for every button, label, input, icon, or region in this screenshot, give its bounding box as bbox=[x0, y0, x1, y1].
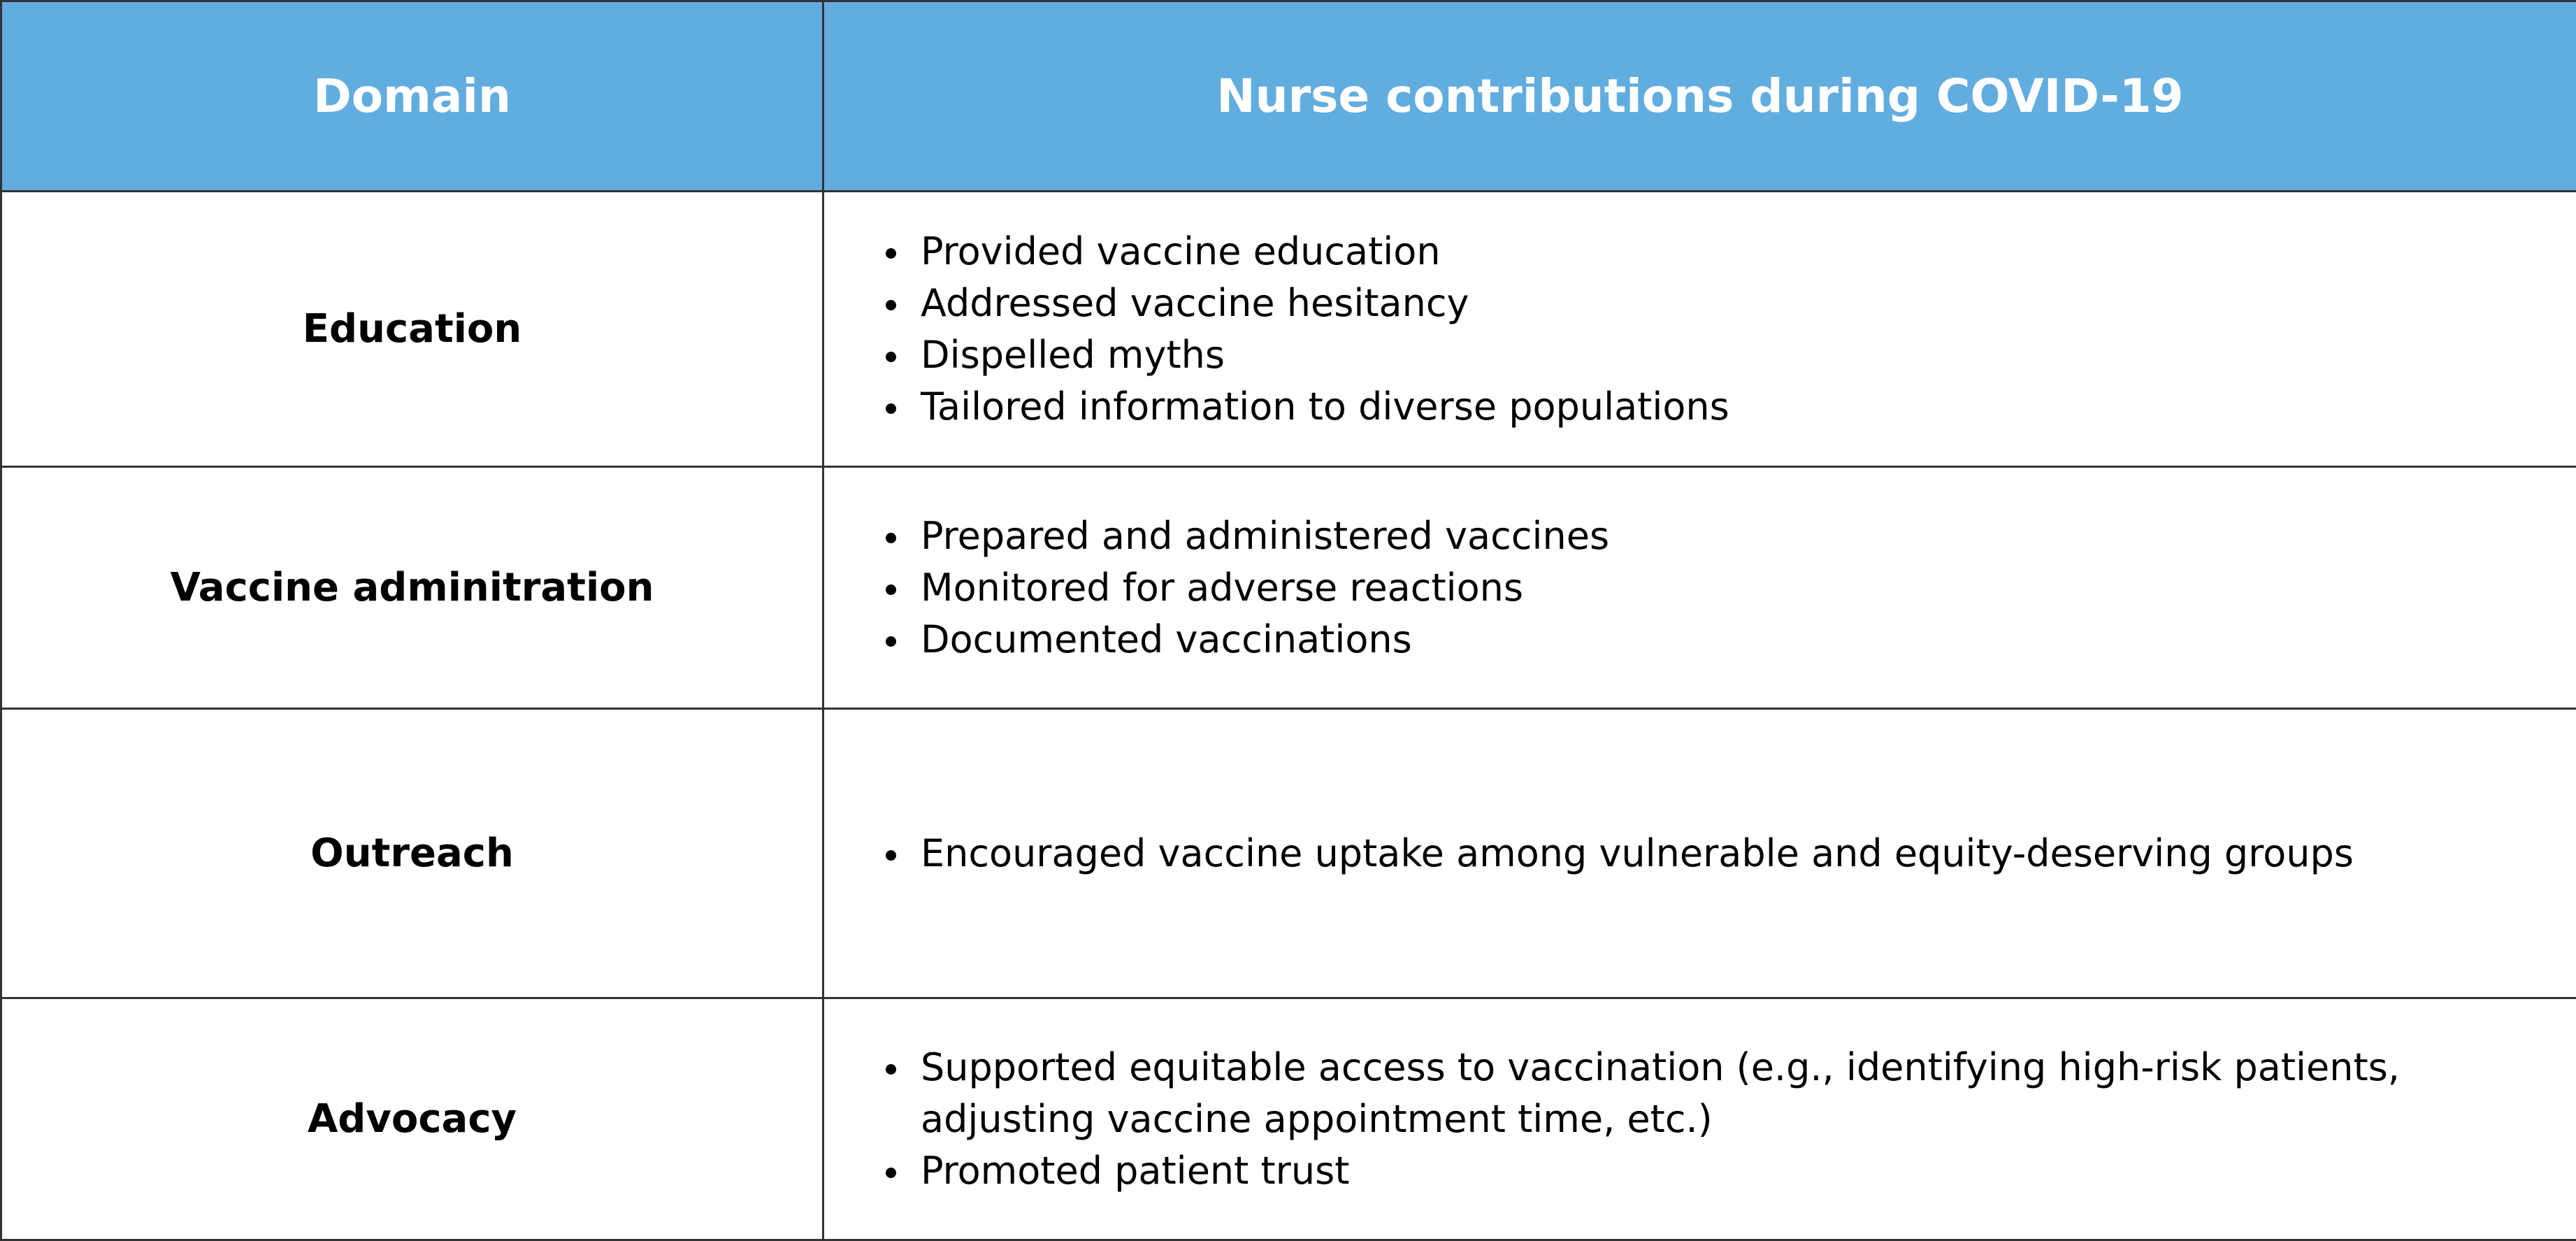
contributions-cell-outreach bbox=[823, 709, 2576, 998]
domain-cell-vaccine-administration: Vaccine adminitration bbox=[1, 467, 823, 709]
contribution-list bbox=[886, 510, 2548, 666]
list-item: Promoted patient trust bbox=[886, 1145, 2548, 1197]
list-item: Monitored for adverse reactions bbox=[886, 562, 2548, 614]
header-domain: Domain bbox=[1, 1, 823, 192]
contributions-cell-education bbox=[823, 192, 2576, 467]
table-row bbox=[1, 998, 2576, 1240]
table-row bbox=[1, 709, 2576, 998]
contribution-list bbox=[886, 1042, 2548, 1197]
domain-cell-outreach: Outreach bbox=[1, 709, 823, 998]
contributions-cell-advocacy bbox=[823, 998, 2576, 1240]
list-item: Provided vaccine education bbox=[886, 226, 2548, 278]
header-contributions: Nurse contributions during COVID-19 bbox=[823, 1, 2576, 192]
domain-cell-advocacy: Advocacy bbox=[1, 998, 823, 1240]
table-row bbox=[1, 192, 2576, 467]
list-item: Documented vaccinations bbox=[886, 614, 2548, 666]
list-item: Prepared and administered vaccines bbox=[886, 510, 2548, 562]
domain-cell-education: Education bbox=[1, 192, 823, 467]
table-row bbox=[1, 467, 2576, 709]
contribution-list bbox=[886, 226, 2548, 433]
contribution-list bbox=[886, 828, 2548, 880]
list-item: Dispelled myths bbox=[886, 329, 2548, 381]
list-item: Encouraged vaccine uptake among vulnerable and equity-deserving groups bbox=[886, 828, 2548, 880]
contributions-cell-vaccine-administration bbox=[823, 467, 2576, 709]
list-item: Tailored information to diverse populations bbox=[886, 381, 2548, 433]
header-row bbox=[1, 1, 2576, 192]
list-item: Addressed vaccine hesitancy bbox=[886, 278, 2548, 329]
list-item: Supported equitable access to vaccination (e.g., identifying high-risk patients, adjusting vaccine appointment time, etc.) bbox=[886, 1042, 2548, 1145]
